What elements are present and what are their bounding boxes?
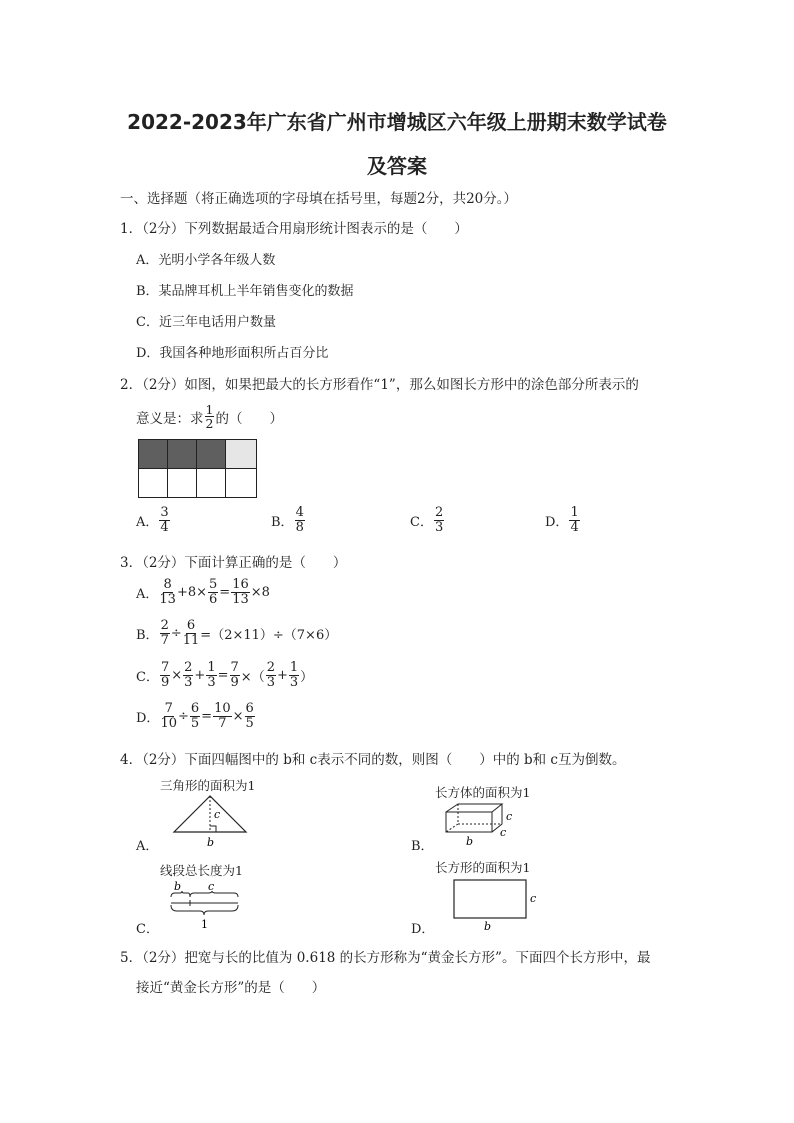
page-title-continued: 及答案 — [367, 154, 427, 178]
fraction: $\frac{6}{5}$ — [190, 701, 200, 731]
q4-caption-d: 长方形的面积为1 — [435, 860, 531, 875]
label-b: b — [207, 836, 215, 849]
label-one: 1 — [201, 918, 208, 931]
fraction: $\frac{8}{13}$ — [159, 577, 176, 607]
segment-figure — [168, 879, 248, 931]
label-c: c — [214, 808, 221, 821]
q2-stem-tail: 的（ ） — [215, 410, 283, 427]
fraction: $\frac{2}{3}$ — [266, 660, 275, 690]
fraction: $\frac{7}{9}$ — [230, 660, 239, 690]
q4-option-d: D． — [411, 922, 435, 937]
fraction: $\frac{10}{7}$ — [214, 701, 231, 731]
shaded-cell-3 — [197, 440, 226, 469]
empty-cell-8 — [226, 469, 257, 498]
cuboid-hidden-edges — [458, 804, 502, 824]
fraction: $\frac{7}{10}$ — [160, 701, 177, 731]
fraction: $\frac{6}{5}$ — [245, 701, 254, 731]
q4-option-b: B． — [411, 839, 434, 854]
light-cell-4 — [226, 440, 257, 469]
rectangle-shape — [454, 880, 526, 918]
label-b: b — [174, 880, 182, 893]
q4-option-c: C． — [136, 922, 159, 937]
fraction: $\frac{2}{3}$ — [434, 505, 444, 535]
empty-cell-7 — [197, 469, 226, 498]
fraction: $\frac{2}{3}$ — [184, 660, 193, 690]
empty-cell-5 — [139, 469, 168, 498]
fraction: $\frac{5}{6}$ — [209, 577, 218, 607]
fraction: $\frac{3}{4}$ — [160, 505, 169, 535]
q1-option-a: A．光明小学各年级人数 — [136, 253, 276, 268]
section-heading: 一、选择题（将正确选项的字母填在括号里，每题2分，共20分。） — [120, 191, 518, 207]
fraction: $\frac{7}{9}$ — [160, 660, 170, 690]
fraction: $\frac{2}{7}$ — [160, 618, 169, 648]
label-b: b — [484, 920, 492, 932]
q5-stem-line1: 5．（2分）把宽与长的比值为 0.618 的长方形称为“黄金长方形”。下面四个长方形中，最 — [120, 950, 651, 966]
fraction: $\frac{1}{3}$ — [289, 660, 299, 690]
q2-stem-text: 意义是：求 — [136, 410, 204, 427]
fraction: $\frac{1}{3}$ — [207, 660, 216, 690]
cuboid-front-face — [446, 812, 492, 832]
page-title: 2022-2023年广东省广州市增城区六年级上册期末数学试卷 — [127, 110, 667, 134]
rectangle-figure — [452, 878, 552, 932]
shaded-cell-1 — [139, 440, 168, 469]
label-c: c — [500, 826, 507, 839]
q4-caption-b: 长方体的面积为1 — [435, 785, 531, 800]
label-c: c — [506, 810, 513, 823]
fraction: $\frac{4}{8}$ — [295, 505, 304, 535]
shaded-cell-2 — [168, 440, 197, 469]
label-b: b — [466, 835, 474, 848]
q2-stem-line2 — [136, 403, 283, 430]
q3-option-a: A． $\frac{8}{13}$ +8× $\frac{5}{6}$ = $\frac{16}{13}$ ×8 — [136, 577, 270, 607]
q1-stem: 1．（2分）下列数据最适合用扇形统计图表示的是（ ） — [120, 221, 468, 237]
fraction: $\frac{1}{2}$ — [205, 402, 214, 432]
fraction: $\frac{6}{11}$ — [182, 618, 200, 648]
q1-option-d: D．我国各种地形面积所占百分比 — [136, 346, 329, 361]
q4-caption-a: 三角形的面积为1 — [160, 778, 256, 793]
q2-option-d: D． $\frac{1}{4}$ — [545, 505, 579, 535]
q2-option-b: B． $\frac{4}{8}$ — [271, 505, 304, 535]
cuboid-hidden-edge — [446, 824, 458, 832]
label-c: c — [208, 880, 215, 893]
q1-option-c: C．近三年电话用户数量 — [136, 315, 276, 330]
triangle-figure — [170, 794, 250, 850]
q3-option-b: B． $\frac{2}{7}$ ÷ $\frac{6}{11}$ =（2×11）÷（7×6） — [136, 618, 338, 648]
cuboid-figure — [444, 800, 524, 850]
fraction: $\frac{1}{4}$ — [570, 505, 579, 535]
q2-option-a: A． $\frac{3}{4}$ — [136, 505, 169, 535]
q4-stem: 4．（2分）下面四幅图中的 b和 c表示不同的数，则图（ ）中的 b和 c互为倒数。 — [120, 752, 626, 768]
bottom-brace — [171, 905, 238, 915]
q2-stem-line1: 2．（2分）如图，如果把最大的长方形看作“1”，那么如图长方形中的涂色部分所表示的 — [120, 377, 639, 393]
fraction: $\frac{16}{13}$ — [232, 577, 249, 607]
empty-cell-6 — [168, 469, 197, 498]
shaded-rectangle-figure — [138, 439, 258, 499]
q5-stem-line2: 接近“黄金长方形”的是（ ） — [136, 980, 326, 996]
q4-option-a: A． — [136, 839, 159, 854]
q3-option-c: C． $\frac{7}{9}$ × $\frac{2}{3}$ + $\frac{1}{3}$ = $\frac{7}{9}$ ×（ $\frac{2}{3}$ + $\frac{1}{3}$ ） — [136, 660, 314, 690]
label-c: c — [530, 892, 537, 905]
right-angle-mark — [210, 826, 216, 832]
q2-option-c: C． $\frac{2}{3}$ — [410, 505, 444, 535]
q3-stem: 3．（2分）下面计算正确的是（ ） — [120, 555, 347, 571]
q1-option-b: B．某品牌耳机上半年销售变化的数据 — [136, 284, 354, 299]
q4-caption-c: 线段总长度为1 — [160, 863, 243, 878]
q3-option-d: D． $\frac{7}{10}$ ÷ $\frac{6}{5}$ = $\frac{10}{7}$ × $\frac{6}{5}$ — [136, 701, 254, 731]
cuboid-top-edges — [446, 804, 502, 812]
